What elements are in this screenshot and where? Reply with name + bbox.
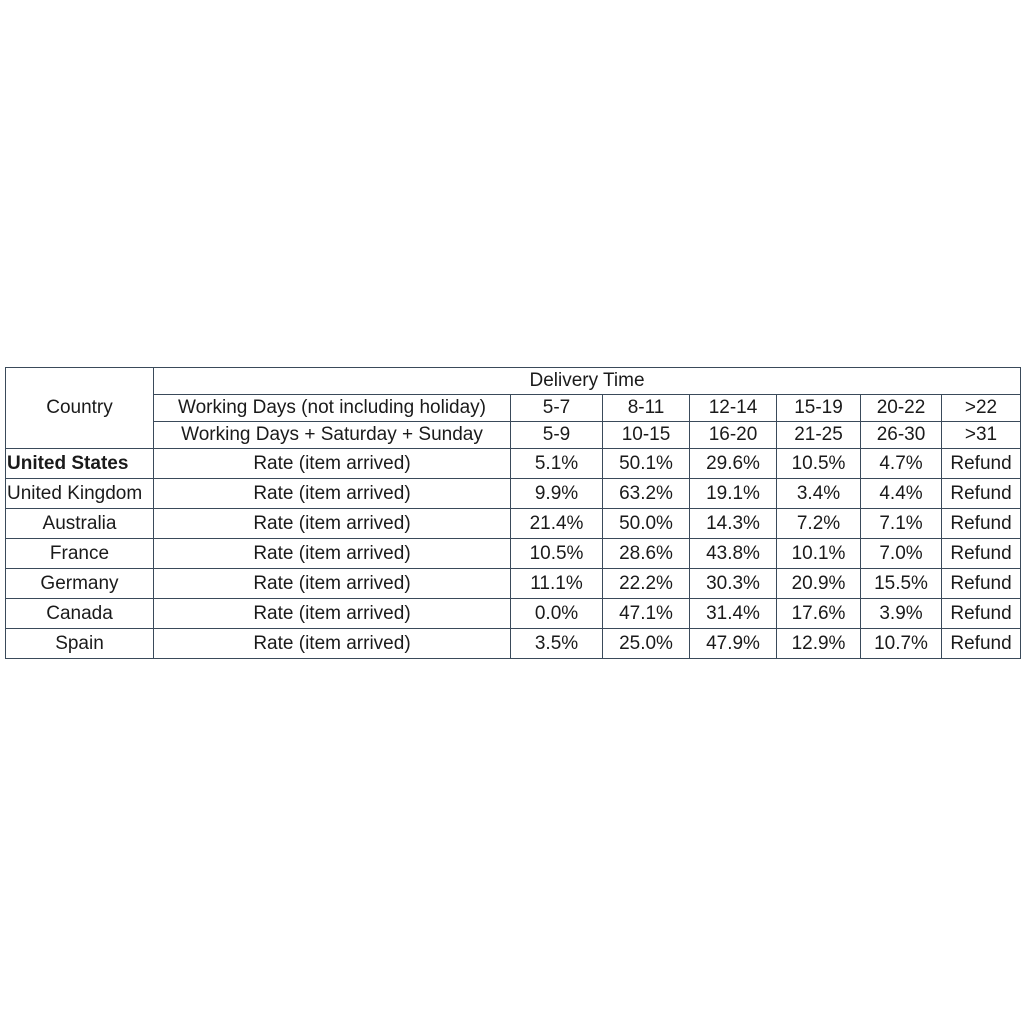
table-title: Delivery Time <box>154 368 1021 395</box>
table-row <box>6 629 1021 659</box>
range-cell: 16-20 <box>690 422 777 449</box>
refund-cell: Refund <box>942 629 1021 659</box>
range-cell: 26-30 <box>861 422 942 449</box>
rate-value-cell: 7.0% <box>861 539 942 569</box>
metric-cell: Rate (item arrived) <box>154 479 511 509</box>
range-cell: 15-19 <box>777 395 861 422</box>
rate-value-cell: 7.1% <box>861 509 942 539</box>
refund-cell: Refund <box>942 569 1021 599</box>
refund-cell: Refund <box>942 599 1021 629</box>
rate-value-cell: 21.4% <box>511 509 603 539</box>
metric-cell: Rate (item arrived) <box>154 509 511 539</box>
country-header: Country <box>6 368 154 449</box>
rate-value-cell: 10.5% <box>777 449 861 479</box>
rate-value-cell: 10.7% <box>861 629 942 659</box>
header-label-working-days: Working Days (not including holiday) <box>154 395 511 422</box>
header-row-calendar-days <box>6 422 1021 449</box>
rate-value-cell: 12.9% <box>777 629 861 659</box>
delivery-table-container <box>5 367 1020 659</box>
refund-cell: Refund <box>942 509 1021 539</box>
rate-value-cell: 10.5% <box>511 539 603 569</box>
rate-value-cell: 47.9% <box>690 629 777 659</box>
rate-value-cell: 7.2% <box>777 509 861 539</box>
country-cell: Germany <box>6 569 154 599</box>
delivery-time-table <box>5 367 1021 659</box>
refund-cell: Refund <box>942 539 1021 569</box>
table-row <box>6 539 1021 569</box>
country-cell: Australia <box>6 509 154 539</box>
rate-value-cell: 3.9% <box>861 599 942 629</box>
country-cell: United States <box>6 449 154 479</box>
range-cell: 5-9 <box>511 422 603 449</box>
rate-value-cell: 19.1% <box>690 479 777 509</box>
table-row <box>6 599 1021 629</box>
range-cell: 8-11 <box>603 395 690 422</box>
table-row <box>6 479 1021 509</box>
rate-value-cell: 17.6% <box>777 599 861 629</box>
header-row-working-days <box>6 395 1021 422</box>
range-cell: 10-15 <box>603 422 690 449</box>
range-cell: 12-14 <box>690 395 777 422</box>
country-cell: Spain <box>6 629 154 659</box>
metric-cell: Rate (item arrived) <box>154 449 511 479</box>
rate-value-cell: 50.0% <box>603 509 690 539</box>
rate-value-cell: 47.1% <box>603 599 690 629</box>
rate-value-cell: 3.5% <box>511 629 603 659</box>
metric-cell: Rate (item arrived) <box>154 569 511 599</box>
rate-value-cell: 10.1% <box>777 539 861 569</box>
rate-value-cell: 11.1% <box>511 569 603 599</box>
country-cell: France <box>6 539 154 569</box>
rate-value-cell: 3.4% <box>777 479 861 509</box>
rate-value-cell: 15.5% <box>861 569 942 599</box>
rate-value-cell: 29.6% <box>690 449 777 479</box>
metric-cell: Rate (item arrived) <box>154 599 511 629</box>
rate-value-cell: 0.0% <box>511 599 603 629</box>
table-row <box>6 509 1021 539</box>
rate-value-cell: 20.9% <box>777 569 861 599</box>
rate-value-cell: 43.8% <box>690 539 777 569</box>
table-row <box>6 449 1021 479</box>
rate-value-cell: 4.4% <box>861 479 942 509</box>
metric-cell: Rate (item arrived) <box>154 629 511 659</box>
rate-value-cell: 63.2% <box>603 479 690 509</box>
rate-value-cell: 31.4% <box>690 599 777 629</box>
rate-value-cell: 9.9% <box>511 479 603 509</box>
range-cell: 5-7 <box>511 395 603 422</box>
rate-value-cell: 4.7% <box>861 449 942 479</box>
metric-cell: Rate (item arrived) <box>154 539 511 569</box>
rate-value-cell: 50.1% <box>603 449 690 479</box>
refund-cell: Refund <box>942 449 1021 479</box>
rate-value-cell: 30.3% <box>690 569 777 599</box>
rate-value-cell: 14.3% <box>690 509 777 539</box>
header-label-calendar-days: Working Days + Saturday + Sunday <box>154 422 511 449</box>
country-cell: United Kingdom <box>6 479 154 509</box>
rate-value-cell: 22.2% <box>603 569 690 599</box>
refund-cell: Refund <box>942 479 1021 509</box>
header-row-title <box>6 368 1021 395</box>
range-cell: 21-25 <box>777 422 861 449</box>
range-cell: >31 <box>942 422 1021 449</box>
rate-value-cell: 5.1% <box>511 449 603 479</box>
country-cell: Canada <box>6 599 154 629</box>
range-cell: >22 <box>942 395 1021 422</box>
table-row <box>6 569 1021 599</box>
rate-value-cell: 25.0% <box>603 629 690 659</box>
range-cell: 20-22 <box>861 395 942 422</box>
rate-value-cell: 28.6% <box>603 539 690 569</box>
